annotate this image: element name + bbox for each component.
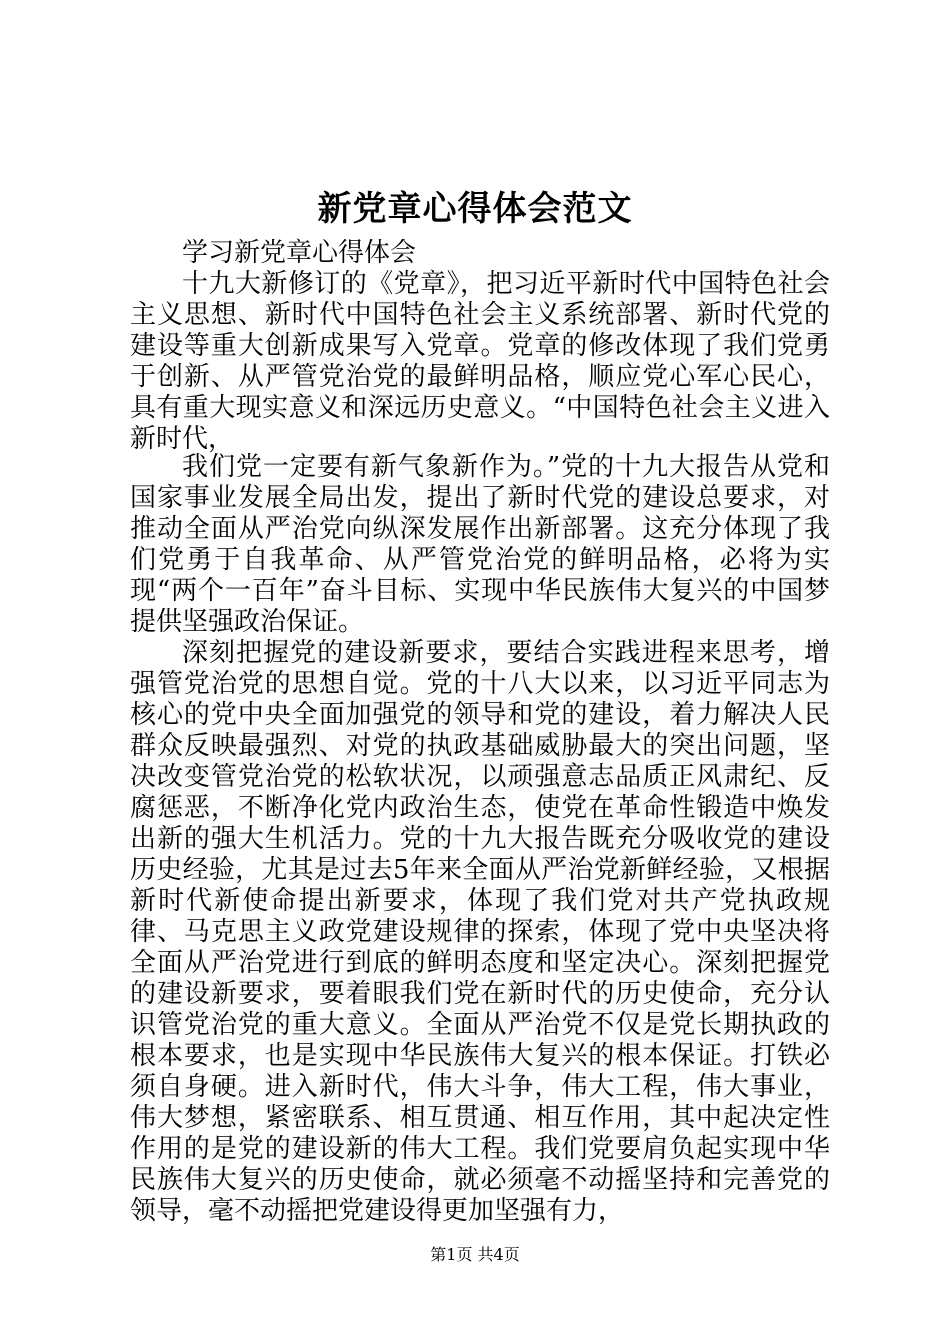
page-footer: 第1页 共4页 (430, 1245, 520, 1264)
paragraph: 我们党一定要有新气象新作为。”党的十九大报告从党和国家事业发展全局出发，提出了新时代党的建设总要求，对推动全面从严治党向纵深发展作出新部署。这充分体现了我们党勇于自我革命、从严管党治党的鲜明品格，必将为实现“两个一百年”奋斗目标、实现中华民族伟大复兴的中国梦提供坚强政治保证。 (130, 452, 830, 637)
paragraph: 十九大新修订的《党章》，把习近平新时代中国特色社会主义思想、新时代中国特色社会主义系统部署、新时代党的建设等重大创新成果写入党章。党章的修改体现了我们党勇于创新、从严管党治党的最鲜明品格，顺应党心军心民心，具有重大现实意义和深远历史意义。“中国特色社会主义进入新时代， (130, 269, 830, 454)
body-block-2 (130, 452, 830, 1227)
document-title: 新党章心得体会范文 (317, 189, 633, 229)
body-block-1 (130, 238, 830, 455)
paragraph: 深刻把握党的建设新要求，要结合实践进程来思考，增强管党治党的思想自觉。党的十八大以来，以习近平同志为核心的党中央全面加强党的领导和党的建设，着力解决人民群众反映最强烈、对党的执政基础威胁最大的突出问题，坚决改变管党治党的松软状况，以顽强意志品质正风肃纪、反腐惩恶，不断净化党内政治生态，使党在革命性锻造中焕发出新的强大生机活力。党的十九大报告既充分吸收党的建设历史经验，尤其是过去5年来全面从严治党新鲜经验，又根据新时代新使命提出新要求，体现了我们党对共产党执政规律、马克思主义政党建设规律的探索，体现了党中央坚决将全面从严治党进行到底的鲜明态度和坚定决心。深刻把握党的建设新要求，要着眼我们党在新时代的历史使命，充分认识管党治党的重大意义。全面从严治党不仅是党长期执政的根本要求，也是实现中华民族伟大复兴的根本保证。打铁必须自身硬。进入新时代，伟大斗争，伟大工程，伟大事业，伟大梦想，紧密联系、相互贯通、相互作用，其中起决定性作用的是党的建设新的伟大工程。我们党要肩负起实现中华民族伟大复兴的历史使命，就必须毫不动摇坚持和完善党的领导，毫不动摇把党建设得更加坚强有力， (130, 638, 830, 1226)
paragraph-subtitle: 学习新党章心得体会 (182, 238, 417, 268)
